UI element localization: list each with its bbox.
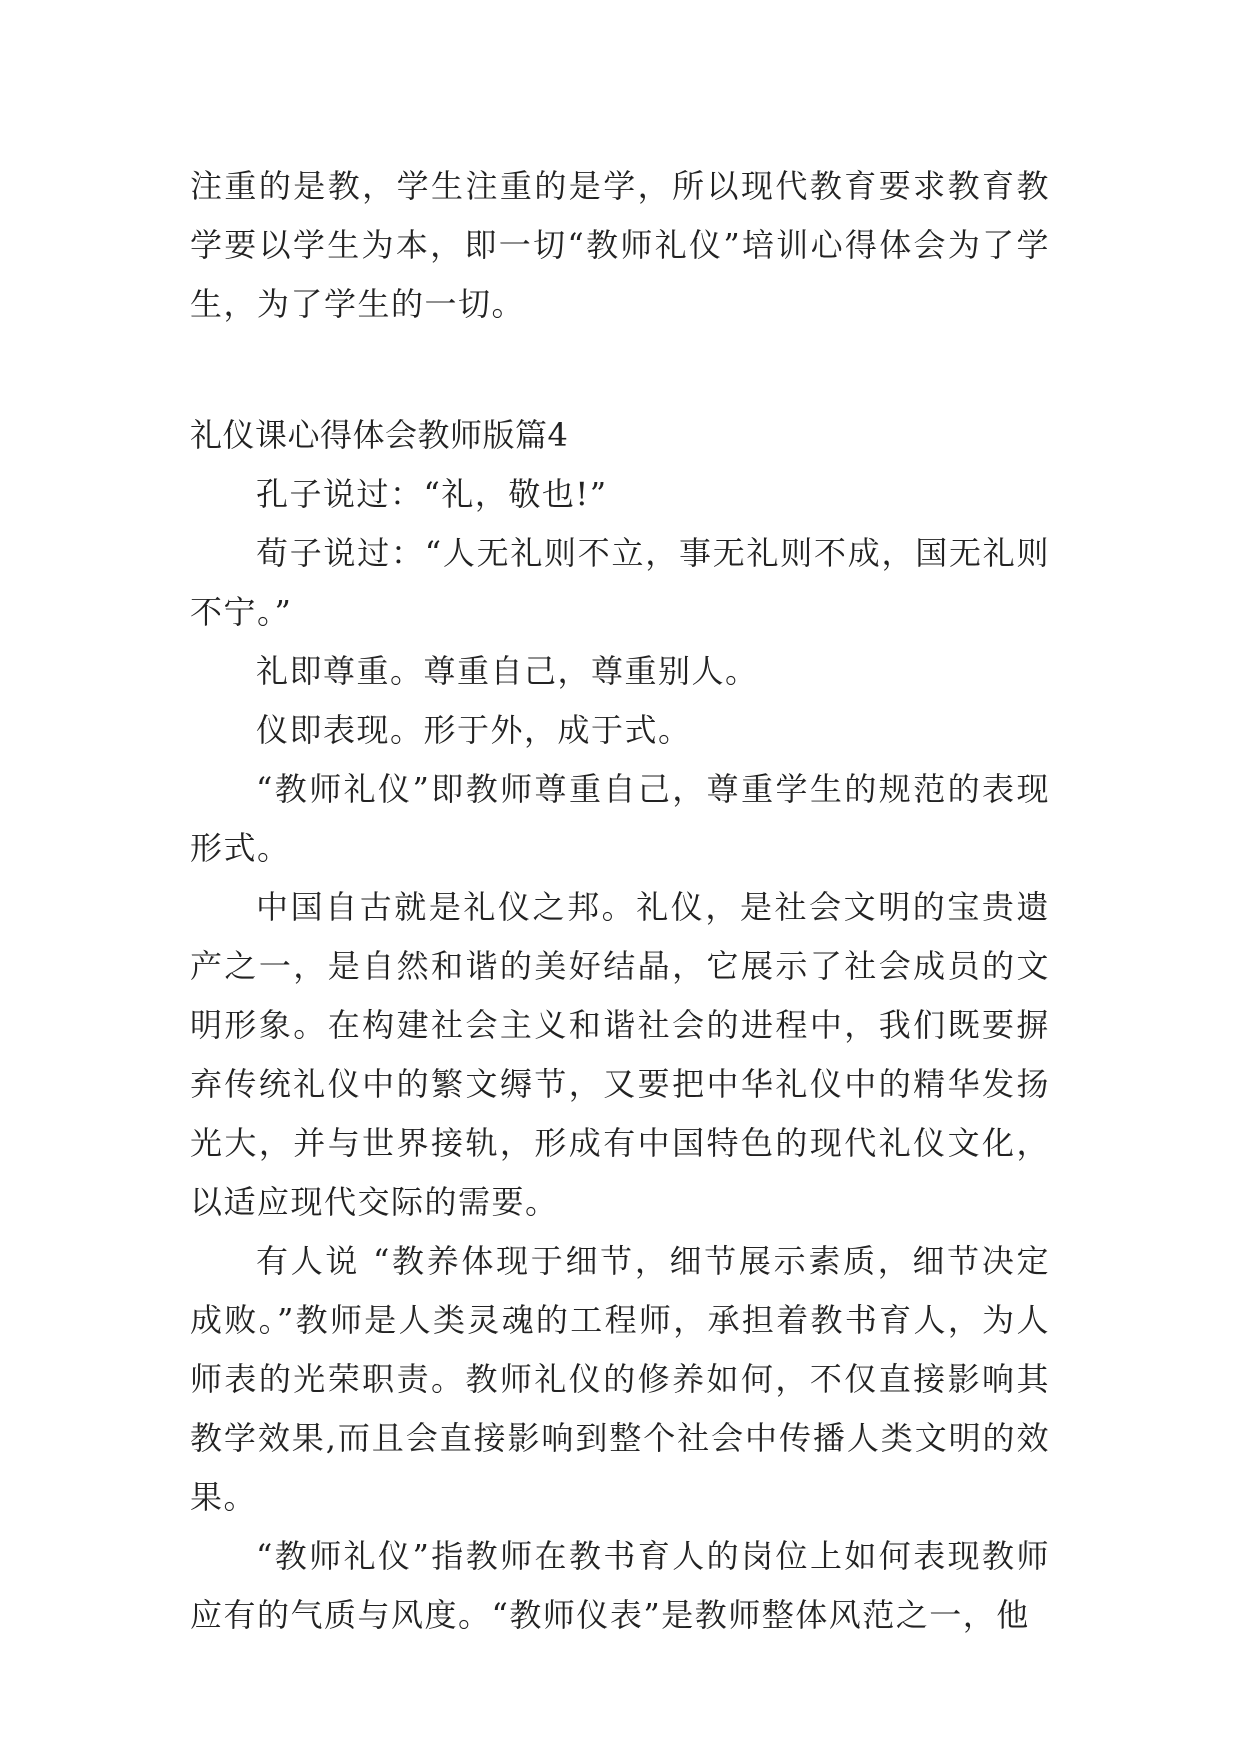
section-title: 礼仪课心得体会教师版篇4 — [190, 416, 569, 454]
document-body — [190, 157, 1050, 1645]
paragraph: 有人说 “教养体现于细节，细节展示素质，细节决定成败。”教师是人类灵魂的工程师，承担着教书育人，为人师表的光荣职责。教师礼仪的修养如何，不仅直接影响其教学效果,而且会直接影响到整个社会中传播人类文明的效果。 — [190, 1242, 1050, 1516]
paragraph: “教师礼仪”指教师在教书育人的岗位上如何表现教师应有的气质与风度。“教师仪表”是教师整体风范之一，他 — [190, 1537, 1050, 1634]
paragraph: 荀子说过：“人无礼则不立，事无礼则不成，国无礼则不宁。” — [190, 534, 1050, 631]
section-gap — [190, 334, 1050, 406]
paragraph: “教师礼仪”即教师尊重自己，尊重学生的规范的表现形式。 — [190, 770, 1050, 867]
paragraph: 孔子说过：“礼，敬也!” — [256, 475, 608, 513]
paragraph: 中国自古就是礼仪之邦。礼仪，是社会文明的宝贵遗产之一，是自然和谐的美好结晶，它展示了社会成员的文明形象。在构建社会主义和谐社会的进程中，我们既要摒弃传统礼仪中的繁文缛节，又要把中华礼仪中的精华发扬光大，并与世界接轨，形成有中国特色的现代礼仪文化，以适应现代交际的需要。 — [190, 888, 1050, 1221]
paragraph: 礼即尊重。尊重自己，尊重别人。 — [256, 652, 759, 690]
paragraph: 仪即表现。形于外，成于式。 — [256, 711, 692, 749]
intro-paragraph: 注重的是教，学生注重的是学，所以现代教育要求教育教学要以学生为本，即一切“教师礼仪”培训心得体会为了学生，为了学生的一切。 — [190, 167, 1050, 323]
